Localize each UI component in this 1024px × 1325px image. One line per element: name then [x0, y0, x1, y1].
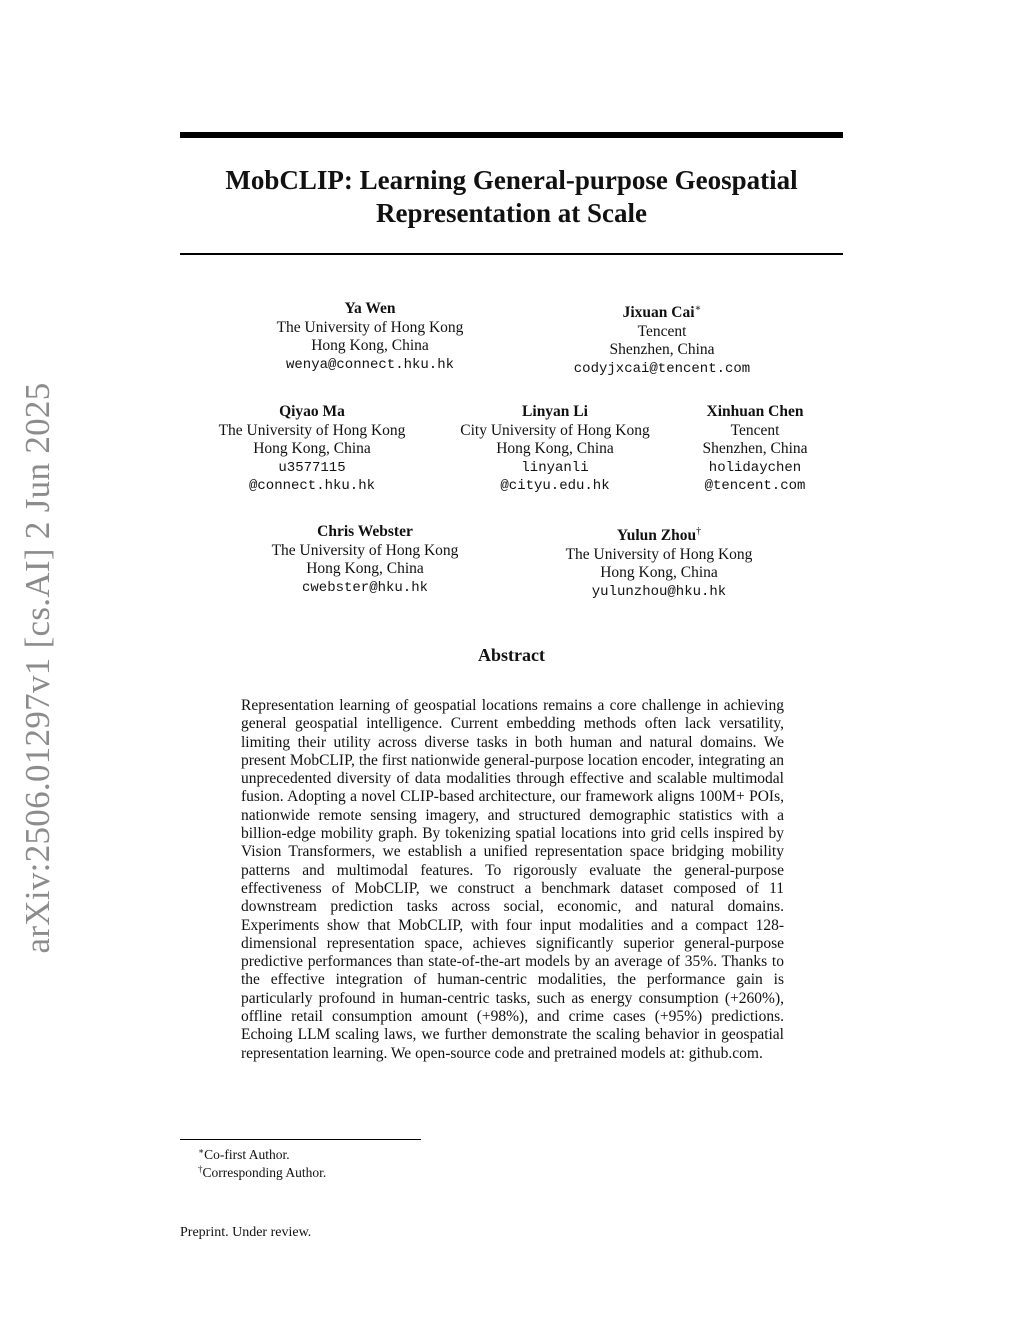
author-email: yulunzhou@hku.hk	[591, 583, 727, 600]
footnote-text: Co-first Author.	[204, 1147, 290, 1162]
author-location: Hong Kong, China	[600, 564, 718, 581]
author-location: Shenzhen, China	[702, 440, 808, 457]
arxiv-identifier: arXiv:2506.01297v1 [cs.AI] 2 Jun 2025	[18, 382, 57, 954]
author-name: Chris Webster	[317, 523, 413, 540]
author-affiliation: The University of Hong Kong	[276, 318, 464, 336]
preprint-notice: Preprint. Under review.	[180, 1225, 312, 1240]
footnote-text: Corresponding Author.	[202, 1165, 327, 1180]
footnote-mark: ∗	[198, 1146, 205, 1156]
author-block	[460, 403, 649, 496]
author-name: Linyan Li	[522, 403, 588, 420]
author-email: wenya@connect.hku.hk	[285, 356, 455, 373]
author-email-domain: @tencent.com	[704, 478, 806, 494]
author-name: Qiyao Ma	[279, 403, 345, 420]
author-affiliation: The University of Hong Kong	[218, 421, 406, 439]
author-name: Ya Wen	[344, 300, 396, 317]
author-email-domain: @cityu.edu.hk	[500, 478, 610, 494]
author-affiliation: Tencent	[637, 322, 687, 340]
footnote-rule	[180, 1139, 421, 1140]
author-name: Xinhuan Chen	[706, 403, 804, 420]
author-name: Jixuan Cai	[622, 304, 695, 321]
footnote-corresponding	[198, 1161, 326, 1181]
author-block	[272, 523, 459, 597]
author-location: Hong Kong, China	[253, 440, 371, 457]
author-email: cwebster@hku.hk	[301, 579, 429, 596]
author-affiliation: The University of Hong Kong	[271, 541, 459, 559]
author-location: Hong Kong, China	[496, 440, 614, 457]
author-affiliation: City University of Hong Kong	[460, 421, 650, 439]
author-affiliation: Tencent	[730, 421, 780, 439]
author-block	[574, 300, 750, 378]
author-location: Hong Kong, China	[311, 337, 429, 354]
author-block	[219, 403, 406, 496]
author-email-user: holidaychen	[708, 459, 802, 476]
author-block	[277, 300, 464, 374]
author-name: Yulun Zhou	[616, 527, 697, 544]
footnote-co-first	[198, 1143, 290, 1163]
author-email-user: linyanli	[521, 459, 589, 476]
footnote-mark: †	[198, 1164, 203, 1174]
author-affiliation: The University of Hong Kong	[565, 545, 753, 563]
abstract-heading: Abstract	[478, 645, 545, 665]
author-email-domain: @connect.hku.hk	[248, 478, 376, 494]
author-location: Hong Kong, China	[306, 560, 424, 577]
author-email-user: u3577115	[278, 459, 346, 476]
co-first-mark: ∗	[694, 303, 702, 314]
paper-title: MobCLIP: Learning General-purpose Geospatial Representation at Scale	[225, 165, 798, 228]
author-block	[702, 403, 807, 496]
corresponding-mark: †	[696, 526, 702, 537]
title-bottom-rule	[180, 253, 843, 255]
title-top-rule	[180, 132, 843, 138]
author-location: Shenzhen, China	[609, 341, 715, 358]
author-block	[566, 523, 753, 601]
author-email: codyjxcai@tencent.com	[573, 360, 751, 377]
abstract-text: Representation learning of geospatial locations remains a core challenge in achieving general geospatial intelligence. Current embedding methods often lack versatility, limiting their utility across diverse tasks in both human and natural domains. We present MobCLIP, the first nationwide general-purpose location encoder, integrating an unprecedented diversity of data modalities through effective and scalable multimodal fusion. Adopting a novel CLIP-based architecture, our framework aligns 100M+ POIs, nationwide remote sensing imagery, and structured demographic statistics with a billion-edge mobility graph. By tokenizing spatial locations into grid cells inspired by Vision Transformers, we establish a unified representation space bridging mobility patterns and multimodal features. To rigorously evaluate the general-purpose effectiveness of MobCLIP, we construct a benchmark dataset composed of 11 downstream prediction tasks across social, economic, and natural domains. Experiments show that MobCLIP, with four input modalities and a compact 128-dimensional representation space, achieves significantly superior general-purpose predictive performances than state-of-the-art models by an average of 35%. Thanks to the effective integration of human-centric modalities, the performance gain is particularly profound in human-centric tasks, such as energy consumption (+260%), offline retail consumption amount (+98%), and crime cases (+95%) predictions. Echoing LLM scaling laws, we further demonstrate the scaling behavior in geospatial representation learning. We open-source code and pretrained models at: github.com.	[241, 697, 784, 1062]
